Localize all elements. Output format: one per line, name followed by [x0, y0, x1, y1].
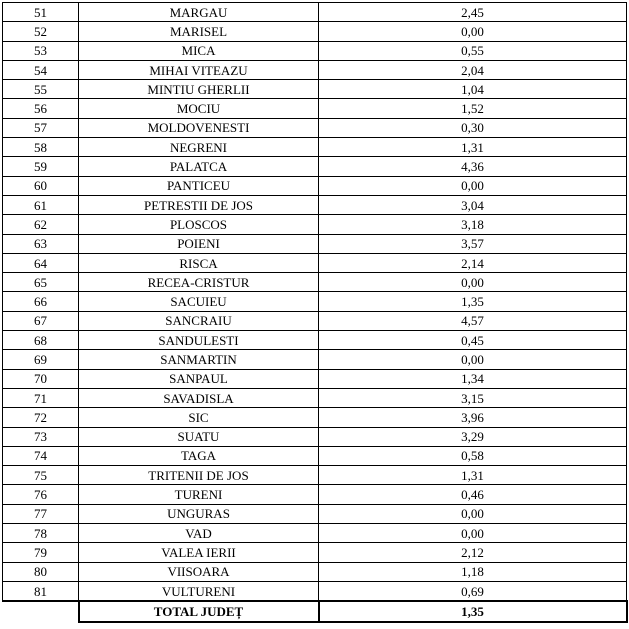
- table-row: [3, 311, 627, 330]
- rate-value-cell: 0,69: [319, 581, 627, 601]
- rate-value-cell: 2,45: [319, 3, 627, 22]
- locality-name-cell: MARGAU: [79, 3, 319, 22]
- locality-name-cell: TRITENII DE JOS: [79, 466, 319, 485]
- table-row: [3, 41, 627, 60]
- table-row: [3, 427, 627, 446]
- locality-name-cell: PETRESTII DE JOS: [79, 195, 319, 214]
- locality-name-cell: VULTURENI: [79, 581, 319, 601]
- row-number-cell: 53: [3, 41, 79, 60]
- row-number-cell: 77: [3, 504, 79, 523]
- table-row: [3, 99, 627, 118]
- row-number-cell: 55: [3, 80, 79, 99]
- table-row: [3, 408, 627, 427]
- rate-value-cell: 4,36: [319, 157, 627, 176]
- table-row: [3, 138, 627, 157]
- locality-name-cell: SIC: [79, 408, 319, 427]
- locality-name-cell: MICA: [79, 41, 319, 60]
- locality-name-cell: PANTICEU: [79, 176, 319, 195]
- row-number-cell: 58: [3, 138, 79, 157]
- table-row: [3, 3, 627, 22]
- table-row: [3, 234, 627, 253]
- rate-value-cell: 0,30: [319, 118, 627, 137]
- row-number-cell: 52: [3, 22, 79, 41]
- table-row: [3, 22, 627, 41]
- table-body: [3, 3, 627, 602]
- total-spacer-cell: [3, 601, 79, 622]
- table-row: [3, 215, 627, 234]
- rate-value-cell: 2,14: [319, 253, 627, 272]
- locality-name-cell: MOLDOVENESTI: [79, 118, 319, 137]
- table-row: [3, 446, 627, 465]
- rate-value-cell: 3,29: [319, 427, 627, 446]
- table-row: [3, 504, 627, 523]
- row-number-cell: 62: [3, 215, 79, 234]
- table-row: [3, 273, 627, 292]
- locality-name-cell: VALEA IERII: [79, 543, 319, 562]
- locality-name-cell: VIISOARA: [79, 562, 319, 581]
- locality-name-cell: TAGA: [79, 446, 319, 465]
- row-number-cell: 74: [3, 446, 79, 465]
- row-number-cell: 51: [3, 3, 79, 22]
- table-row: [3, 157, 627, 176]
- rate-value-cell: 1,35: [319, 292, 627, 311]
- row-number-cell: 63: [3, 234, 79, 253]
- rate-value-cell: 0,00: [319, 22, 627, 41]
- row-number-cell: 72: [3, 408, 79, 427]
- table-row: [3, 562, 627, 581]
- table-row: [3, 253, 627, 272]
- row-number-cell: 75: [3, 466, 79, 485]
- rate-value-cell: 1,31: [319, 138, 627, 157]
- locality-name-cell: SANPAUL: [79, 369, 319, 388]
- rate-value-cell: 3,15: [319, 388, 627, 407]
- rate-value-cell: 1,18: [319, 562, 627, 581]
- total-row: [3, 601, 627, 622]
- locality-name-cell: VAD: [79, 524, 319, 543]
- locality-name-cell: MOCIU: [79, 99, 319, 118]
- row-number-cell: 64: [3, 253, 79, 272]
- row-number-cell: 61: [3, 195, 79, 214]
- locality-name-cell: SANDULESTI: [79, 331, 319, 350]
- row-number-cell: 65: [3, 273, 79, 292]
- locality-name-cell: SANCRAIU: [79, 311, 319, 330]
- locality-name-cell: TURENI: [79, 485, 319, 504]
- table-row: [3, 118, 627, 137]
- table-row: [3, 466, 627, 485]
- row-number-cell: 73: [3, 427, 79, 446]
- locality-name-cell: RISCA: [79, 253, 319, 272]
- table-row: [3, 176, 627, 195]
- locality-name-cell: POIENI: [79, 234, 319, 253]
- table-row: [3, 581, 627, 601]
- rate-value-cell: 3,04: [319, 195, 627, 214]
- table-row: [3, 60, 627, 79]
- table-row: [3, 388, 627, 407]
- row-number-cell: 81: [3, 581, 79, 601]
- table-row: [3, 485, 627, 504]
- locality-name-cell: PALATCA: [79, 157, 319, 176]
- row-number-cell: 78: [3, 524, 79, 543]
- row-number-cell: 56: [3, 99, 79, 118]
- row-number-cell: 71: [3, 388, 79, 407]
- table-row: [3, 331, 627, 350]
- row-number-cell: 66: [3, 292, 79, 311]
- table-row: [3, 195, 627, 214]
- row-number-cell: 68: [3, 331, 79, 350]
- rate-value-cell: 0,58: [319, 446, 627, 465]
- rate-value-cell: 1,31: [319, 466, 627, 485]
- row-number-cell: 59: [3, 157, 79, 176]
- locality-name-cell: MARISEL: [79, 22, 319, 41]
- total-label: TOTAL JUDEȚ: [79, 601, 319, 622]
- table-row: [3, 543, 627, 562]
- table-row: [3, 350, 627, 369]
- rate-value-cell: 0,45: [319, 331, 627, 350]
- locality-name-cell: MIHAI VITEAZU: [79, 60, 319, 79]
- rate-value-cell: 1,52: [319, 99, 627, 118]
- table-row: [3, 369, 627, 388]
- locality-name-cell: PLOSCOS: [79, 215, 319, 234]
- locality-name-cell: SANMARTIN: [79, 350, 319, 369]
- row-number-cell: 54: [3, 60, 79, 79]
- locality-name-cell: SAVADISLA: [79, 388, 319, 407]
- rates-table: [2, 2, 628, 623]
- row-number-cell: 57: [3, 118, 79, 137]
- rate-value-cell: 0,00: [319, 504, 627, 523]
- total-value: 1,35: [319, 601, 627, 622]
- row-number-cell: 79: [3, 543, 79, 562]
- row-number-cell: 80: [3, 562, 79, 581]
- row-number-cell: 60: [3, 176, 79, 195]
- rate-value-cell: 0,00: [319, 524, 627, 543]
- rate-value-cell: 0,00: [319, 350, 627, 369]
- rate-value-cell: 0,00: [319, 273, 627, 292]
- row-number-cell: 67: [3, 311, 79, 330]
- locality-name-cell: SUATU: [79, 427, 319, 446]
- row-number-cell: 70: [3, 369, 79, 388]
- rate-value-cell: 0,00: [319, 176, 627, 195]
- rate-value-cell: 3,57: [319, 234, 627, 253]
- locality-name-cell: UNGURAS: [79, 504, 319, 523]
- locality-name-cell: SACUIEU: [79, 292, 319, 311]
- row-number-cell: 69: [3, 350, 79, 369]
- table-row: [3, 524, 627, 543]
- locality-name-cell: NEGRENI: [79, 138, 319, 157]
- rate-value-cell: 2,12: [319, 543, 627, 562]
- row-number-cell: 76: [3, 485, 79, 504]
- table-row: [3, 292, 627, 311]
- rate-value-cell: 2,04: [319, 60, 627, 79]
- rate-value-cell: 0,55: [319, 41, 627, 60]
- rate-value-cell: 1,04: [319, 80, 627, 99]
- rate-value-cell: 3,96: [319, 408, 627, 427]
- rate-value-cell: 3,18: [319, 215, 627, 234]
- locality-name-cell: MINTIU GHERLII: [79, 80, 319, 99]
- rate-value-cell: 0,46: [319, 485, 627, 504]
- rate-value-cell: 4,57: [319, 311, 627, 330]
- table-row: [3, 80, 627, 99]
- rate-value-cell: 1,34: [319, 369, 627, 388]
- locality-name-cell: RECEA-CRISTUR: [79, 273, 319, 292]
